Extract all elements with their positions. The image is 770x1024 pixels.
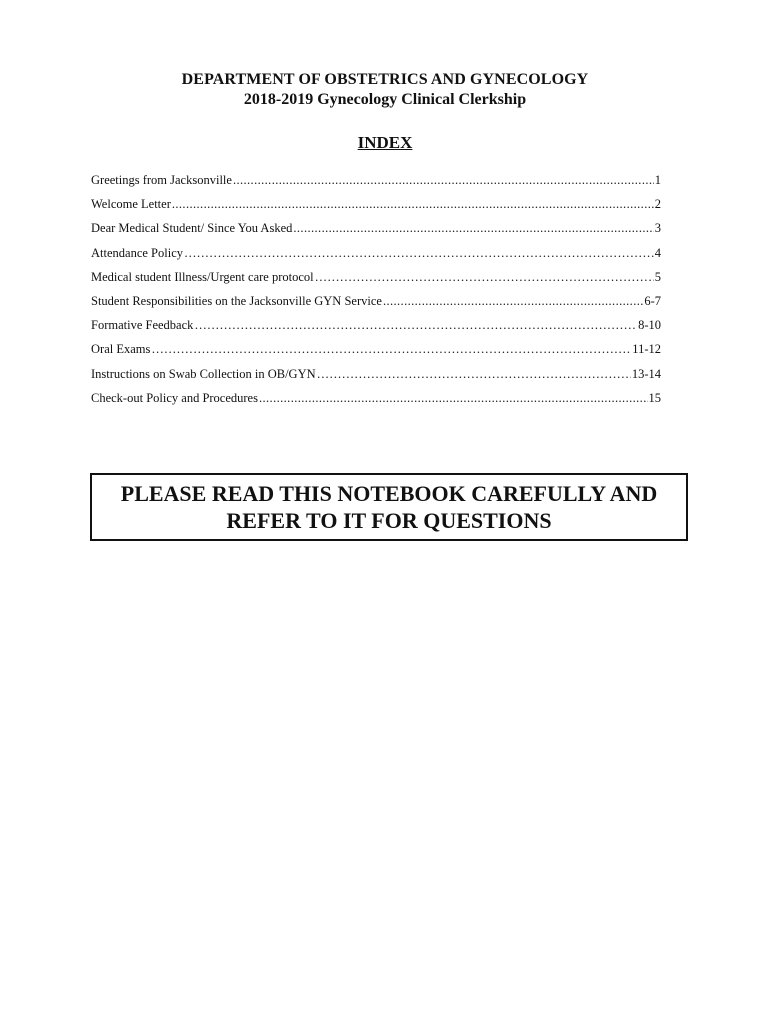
- toc-entry-label: Student Responsibilities on the Jacksonville GYN Service: [91, 293, 382, 308]
- notice-line-2: REFER TO IT FOR QUESTIONS: [226, 508, 552, 533]
- toc-entry-label: Attendance Policy: [91, 245, 183, 260]
- notice-box: [90, 473, 688, 541]
- toc-leader-dots: [172, 194, 654, 214]
- toc-entry-page: 5: [654, 269, 661, 284]
- toc-entry-page: 11-12: [632, 342, 661, 357]
- index-heading-text: INDEX: [357, 133, 413, 152]
- toc-entry-label: Oral Exams: [91, 342, 151, 357]
- toc-entry: [91, 170, 661, 194]
- index-heading: [0, 133, 770, 153]
- toc-entry: [91, 243, 661, 267]
- toc-entry: [91, 364, 661, 388]
- toc-leader-dots: [233, 170, 654, 190]
- toc-leader-dots: [317, 364, 631, 384]
- toc-entry-label: Welcome Letter: [91, 197, 171, 212]
- toc-entry: [91, 194, 661, 218]
- toc-entry-label: Instructions on Swab Collection in OB/GYN: [91, 366, 316, 381]
- toc-entry-page: 2: [654, 197, 661, 212]
- toc-entry-page: 8-10: [638, 318, 661, 333]
- toc-leader-dots: [151, 339, 631, 359]
- toc-entry-label: Formative Feedback: [91, 318, 194, 333]
- department-title: DEPARTMENT OF OBSTETRICS AND GYNECOLOGY: [181, 71, 589, 88]
- toc-entry-page: 1: [654, 173, 661, 187]
- toc-entry-page: 15: [648, 390, 661, 405]
- document-header: [0, 70, 770, 110]
- toc-leader-dots: [184, 243, 654, 263]
- toc-entry: [91, 315, 661, 339]
- toc-entry-label: Medical student Illness/Urgent care protocol: [91, 269, 314, 284]
- toc-leader-dots: [293, 218, 653, 238]
- toc-entry-page: 6-7: [644, 293, 661, 308]
- toc-entry-label: Check-out Policy and Procedures: [91, 390, 258, 405]
- toc-entry-page: 13-14: [631, 366, 661, 381]
- toc-entry: [91, 339, 661, 363]
- toc-leader-dots: [315, 267, 654, 287]
- toc-entry: [91, 291, 661, 315]
- notice-line-1: PLEASE READ THIS NOTEBOOK CAREFULLY AND: [120, 481, 658, 506]
- toc-entry: [91, 218, 661, 242]
- toc-entry-label: Dear Medical Student/ Since You Asked: [91, 221, 293, 236]
- toc-leader-dots: [383, 291, 643, 311]
- toc-entry-page: 4: [654, 245, 661, 260]
- toc-entry-page: 3: [654, 221, 661, 236]
- toc-entry-label: Greetings from Jacksonville: [91, 173, 232, 187]
- toc-entry: [91, 388, 661, 412]
- toc-entry: [91, 267, 661, 291]
- table-of-contents: [91, 170, 661, 412]
- toc-leader-dots: [194, 315, 637, 335]
- toc-leader-dots: [259, 388, 648, 408]
- clerkship-subtitle: 2018-2019 Gynecology Clinical Clerkship: [243, 91, 527, 108]
